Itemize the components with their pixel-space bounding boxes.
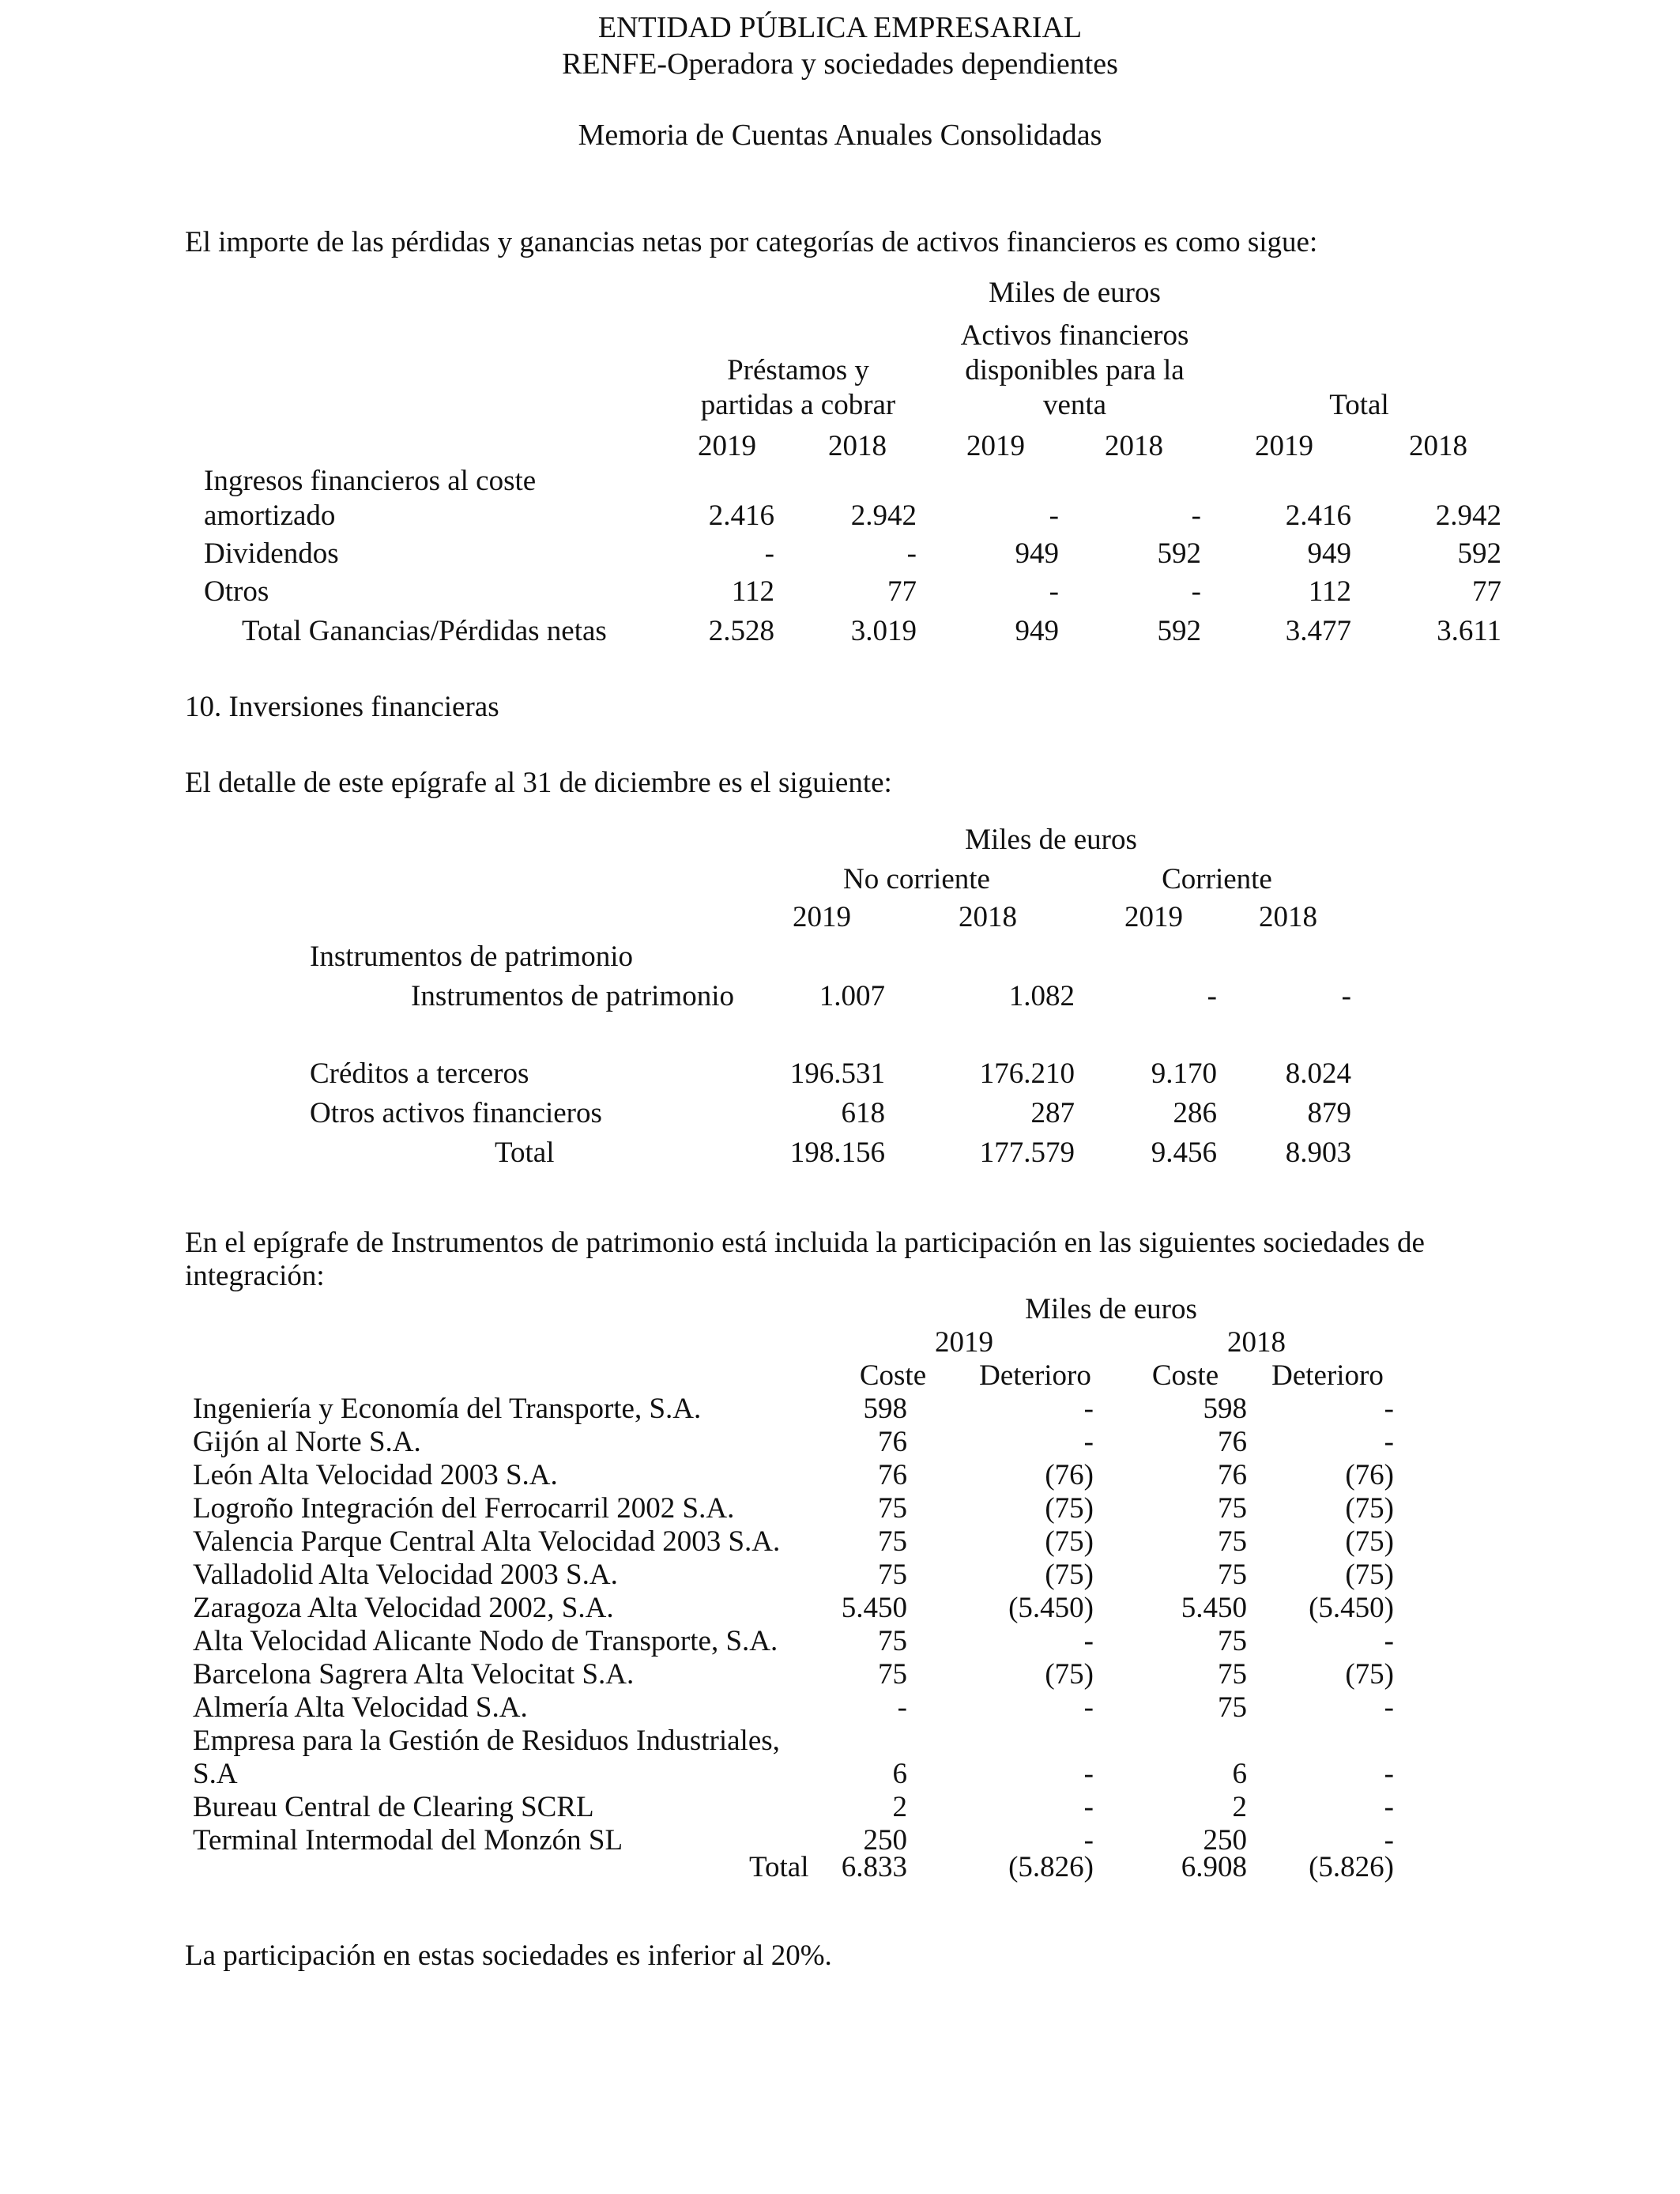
table1-cell: 949 bbox=[1015, 615, 1059, 647]
table3-cell: (75) bbox=[1345, 1559, 1394, 1591]
table3-cell: (75) bbox=[1345, 1525, 1394, 1558]
intro-paragraph-3-line2: integración: bbox=[185, 1260, 325, 1292]
table3-cell: - bbox=[1083, 1393, 1094, 1425]
table2-group-noncurrent: No corriente bbox=[843, 863, 990, 895]
table3-units: Miles de euros bbox=[1025, 1293, 1197, 1325]
header-entity: ENTIDAD PÚBLICA EMPRESARIAL bbox=[597, 11, 1083, 44]
table3-cell: 75 bbox=[1218, 1691, 1247, 1724]
table1-group2-line3: venta bbox=[1042, 389, 1107, 421]
table2-cell: - bbox=[1207, 980, 1217, 1012]
table1-cell: 112 bbox=[1308, 575, 1351, 608]
table3-row-label: Almería Alta Velocidad S.A. bbox=[193, 1691, 528, 1724]
table3-cell: 5.450 bbox=[841, 1592, 907, 1624]
table2-cell: 1.007 bbox=[819, 980, 885, 1012]
table3-total-cell: (5.826) bbox=[1008, 1851, 1094, 1883]
table3-cell: 5.450 bbox=[1181, 1592, 1247, 1624]
table3-cell: (75) bbox=[1045, 1658, 1094, 1691]
table3-cell: 75 bbox=[878, 1525, 907, 1558]
table2-row-label: Créditos a terceros bbox=[310, 1057, 529, 1090]
table3-cell: - bbox=[1384, 1791, 1394, 1823]
table1-year: 2019 bbox=[966, 430, 1025, 462]
table3-cell: - bbox=[1384, 1393, 1394, 1425]
table1-row-label: amortizado bbox=[204, 499, 336, 532]
table1-row-label: Dividendos bbox=[204, 537, 339, 570]
table3-col-header: Coste bbox=[859, 1359, 927, 1392]
table3-row-label: Valladolid Alta Velocidad 2003 S.A. bbox=[193, 1559, 618, 1591]
table2-year: 2019 bbox=[793, 901, 851, 933]
table3-row-label: Empresa para la Gestión de Residuos Industriales, bbox=[193, 1725, 780, 1757]
table1-cell: 3.019 bbox=[850, 615, 917, 647]
table2-cell: 9.170 bbox=[1151, 1057, 1217, 1090]
table3-row-label: Alta Velocidad Alicante Nodo de Transporte, S.A. bbox=[193, 1625, 778, 1657]
table3-cell: - bbox=[1384, 1824, 1394, 1857]
table3-cell: 76 bbox=[1218, 1459, 1247, 1491]
table3-cell: (5.450) bbox=[1008, 1592, 1094, 1624]
table2-cell: 1.082 bbox=[1008, 980, 1075, 1012]
table3-cell: - bbox=[1384, 1625, 1394, 1657]
table2-cell: 8.024 bbox=[1285, 1057, 1351, 1090]
table2-cell: 196.531 bbox=[789, 1057, 885, 1090]
table1-total-label: Total Ganancias/Pérdidas netas bbox=[242, 615, 607, 647]
table1-group2-line2: disponibles para la bbox=[965, 354, 1185, 386]
table2-cell: 286 bbox=[1173, 1097, 1217, 1129]
table3-cell: 75 bbox=[1218, 1559, 1247, 1591]
table3-row-label: Barcelona Sagrera Alta Velocitat S.A. bbox=[193, 1658, 635, 1691]
table3-total-cell: 6.833 bbox=[841, 1851, 907, 1883]
table3-cell: 76 bbox=[878, 1426, 907, 1458]
table3-cell: - bbox=[1083, 1791, 1094, 1823]
table1-cell: 2.416 bbox=[1285, 499, 1351, 532]
table3-cell: 75 bbox=[1218, 1658, 1247, 1691]
table3-cell: - bbox=[1384, 1691, 1394, 1724]
table3-cell: 250 bbox=[1203, 1824, 1247, 1857]
table2-cell: 879 bbox=[1307, 1097, 1351, 1129]
table1-year: 2018 bbox=[1409, 430, 1467, 462]
table2-row-label: Otros activos financieros bbox=[310, 1097, 602, 1129]
table2-row-label: Instrumentos de patrimonio bbox=[411, 980, 734, 1012]
table1-cell: - bbox=[1049, 575, 1059, 608]
table3-cell: (75) bbox=[1045, 1525, 1094, 1558]
table3-row-label: Valencia Parque Central Alta Velocidad 2003 S.A. bbox=[193, 1525, 781, 1558]
table3-cell: (75) bbox=[1345, 1492, 1394, 1525]
table2-cell: 287 bbox=[1030, 1097, 1075, 1129]
table3-row-label: León Alta Velocidad 2003 S.A. bbox=[193, 1459, 558, 1491]
intro-paragraph-2: El detalle de este epígrafe al 31 de diciembre es el siguiente: bbox=[185, 767, 892, 799]
table3-cell: - bbox=[1384, 1758, 1394, 1790]
table3-row-label: Zaragoza Alta Velocidad 2002, S.A. bbox=[193, 1592, 614, 1624]
table1-cell: 2.942 bbox=[850, 499, 917, 532]
table3-col-header: Deterioro bbox=[1271, 1359, 1384, 1392]
table3-row-label: Logroño Integración del Ferrocarril 2002 S.A. bbox=[193, 1492, 735, 1525]
table1-cell: 949 bbox=[1015, 537, 1059, 570]
table1-group1-line2: partidas a cobrar bbox=[700, 389, 896, 421]
table3-cell: (76) bbox=[1345, 1459, 1394, 1491]
table1-group1-line1: Préstamos y bbox=[727, 354, 869, 386]
table2-cell: 176.210 bbox=[979, 1057, 1075, 1090]
table3-cell: - bbox=[1083, 1824, 1094, 1857]
table3-cell: - bbox=[1083, 1426, 1094, 1458]
table3-year-2019: 2019 bbox=[935, 1326, 993, 1359]
table3-cell: 75 bbox=[1218, 1625, 1247, 1657]
table1-cell: 77 bbox=[1472, 575, 1501, 608]
closing-paragraph: La participación en estas sociedades es inferior al 20%. bbox=[185, 1940, 832, 1972]
table3-cell: 75 bbox=[1218, 1525, 1247, 1558]
table1-cell: 112 bbox=[731, 575, 774, 608]
table3-total-label: Total bbox=[749, 1851, 809, 1883]
table3-cell: - bbox=[897, 1691, 907, 1724]
table3-cell: 75 bbox=[878, 1492, 907, 1525]
table2-cell: - bbox=[1341, 980, 1351, 1012]
table1-cell: 592 bbox=[1157, 537, 1201, 570]
table2-cell: 8.903 bbox=[1285, 1137, 1351, 1169]
table3-cell: 2 bbox=[1232, 1791, 1247, 1823]
table3-cell: 6 bbox=[892, 1758, 907, 1790]
table3-cell: (76) bbox=[1045, 1459, 1094, 1491]
table1-cell: 592 bbox=[1457, 537, 1501, 570]
table1-cell: - bbox=[1191, 499, 1201, 532]
intro-paragraph-3-line1: En el epígrafe de Instrumentos de patrimonio está incluida la participación en las siguientes sociedades de bbox=[185, 1227, 1425, 1259]
table2-cell: 177.579 bbox=[979, 1137, 1075, 1169]
table1-cell: - bbox=[1191, 575, 1201, 608]
table2-cell: 198.156 bbox=[789, 1137, 885, 1169]
table1-year: 2018 bbox=[1105, 430, 1163, 462]
header-company: RENFE-Operadora y sociedades dependientes bbox=[562, 47, 1118, 81]
table3-year-2018: 2018 bbox=[1227, 1326, 1286, 1359]
table2-units: Miles de euros bbox=[965, 824, 1137, 856]
table1-cell: 592 bbox=[1157, 615, 1201, 647]
table3-cell: - bbox=[1083, 1625, 1094, 1657]
table1-group2-line1: Activos financieros bbox=[960, 319, 1189, 352]
table3-cell: (5.450) bbox=[1309, 1592, 1394, 1624]
table3-total-cell: 6.908 bbox=[1181, 1851, 1247, 1883]
table3-cell: - bbox=[1083, 1758, 1094, 1790]
table2-year: 2018 bbox=[959, 901, 1017, 933]
table3-total-cell: (5.826) bbox=[1309, 1851, 1394, 1883]
header-report-title: Memoria de Cuentas Anuales Consolidadas bbox=[578, 119, 1102, 152]
table2-year: 2018 bbox=[1259, 901, 1317, 933]
table3-cell: 2 bbox=[892, 1791, 907, 1823]
table3-row-label: Bureau Central de Clearing SCRL bbox=[193, 1791, 594, 1823]
table3-cell: - bbox=[1384, 1426, 1394, 1458]
intro-paragraph-1: El importe de las pérdidas y ganancias netas por categorías de activos financieros es como sigue: bbox=[185, 226, 1318, 258]
table3-cell: 598 bbox=[1203, 1393, 1247, 1425]
table3-cell: 76 bbox=[878, 1459, 907, 1491]
table1-cell: - bbox=[906, 537, 917, 570]
table3-cell: 75 bbox=[878, 1658, 907, 1691]
table1-cell: 77 bbox=[887, 575, 917, 608]
table2-group-current: Corriente bbox=[1162, 863, 1272, 895]
table1-year: 2019 bbox=[1255, 430, 1313, 462]
table1-units: Miles de euros bbox=[989, 277, 1161, 309]
table1-group3: Total bbox=[1329, 389, 1389, 421]
table3-cell: (75) bbox=[1345, 1658, 1394, 1691]
table2-cell: 9.456 bbox=[1151, 1137, 1217, 1169]
table1-year: 2018 bbox=[828, 430, 887, 462]
table3-row-label: Terminal Intermodal del Monzón SL bbox=[193, 1824, 623, 1857]
table3-cell: 250 bbox=[863, 1824, 907, 1857]
table2-total-label: Total bbox=[495, 1137, 555, 1169]
table3-cell: 75 bbox=[1218, 1492, 1247, 1525]
table3-col-header: Deterioro bbox=[979, 1359, 1091, 1392]
table1-cell: 3.477 bbox=[1285, 615, 1351, 647]
section-title: 10. Inversiones financieras bbox=[185, 691, 499, 723]
table2-group-label: Instrumentos de patrimonio bbox=[310, 941, 633, 973]
table1-cell: 949 bbox=[1307, 537, 1351, 570]
table3-col-header: Coste bbox=[1151, 1359, 1219, 1392]
table1-cell: - bbox=[764, 537, 774, 570]
table1-cell: 3.611 bbox=[1437, 615, 1501, 647]
table3-cell: 6 bbox=[1232, 1758, 1247, 1790]
table3-row-label: Ingeniería y Economía del Transporte, S.A. bbox=[193, 1393, 702, 1425]
table3-cell: 598 bbox=[863, 1393, 907, 1425]
table3-cell: 75 bbox=[878, 1625, 907, 1657]
table1-cell: - bbox=[1049, 499, 1059, 532]
table3-row-label: Gijón al Norte S.A. bbox=[193, 1426, 421, 1458]
table3-cell: (75) bbox=[1045, 1492, 1094, 1525]
table1-cell: 2.416 bbox=[708, 499, 774, 532]
table2-year: 2019 bbox=[1124, 901, 1183, 933]
table2-cell: 618 bbox=[841, 1097, 885, 1129]
table1-row-label: Otros bbox=[204, 575, 269, 608]
table3-cell: - bbox=[1083, 1691, 1094, 1724]
table1-cell: 2.942 bbox=[1435, 499, 1501, 532]
table3-cell: 75 bbox=[878, 1559, 907, 1591]
table3-cell: (75) bbox=[1045, 1559, 1094, 1591]
table3-row-label: S.A bbox=[193, 1758, 238, 1790]
table1-year: 2019 bbox=[698, 430, 756, 462]
table3-cell: 76 bbox=[1218, 1426, 1247, 1458]
table1-cell: 2.528 bbox=[708, 615, 774, 647]
table1-row-label: Ingresos financieros al coste bbox=[204, 465, 537, 497]
